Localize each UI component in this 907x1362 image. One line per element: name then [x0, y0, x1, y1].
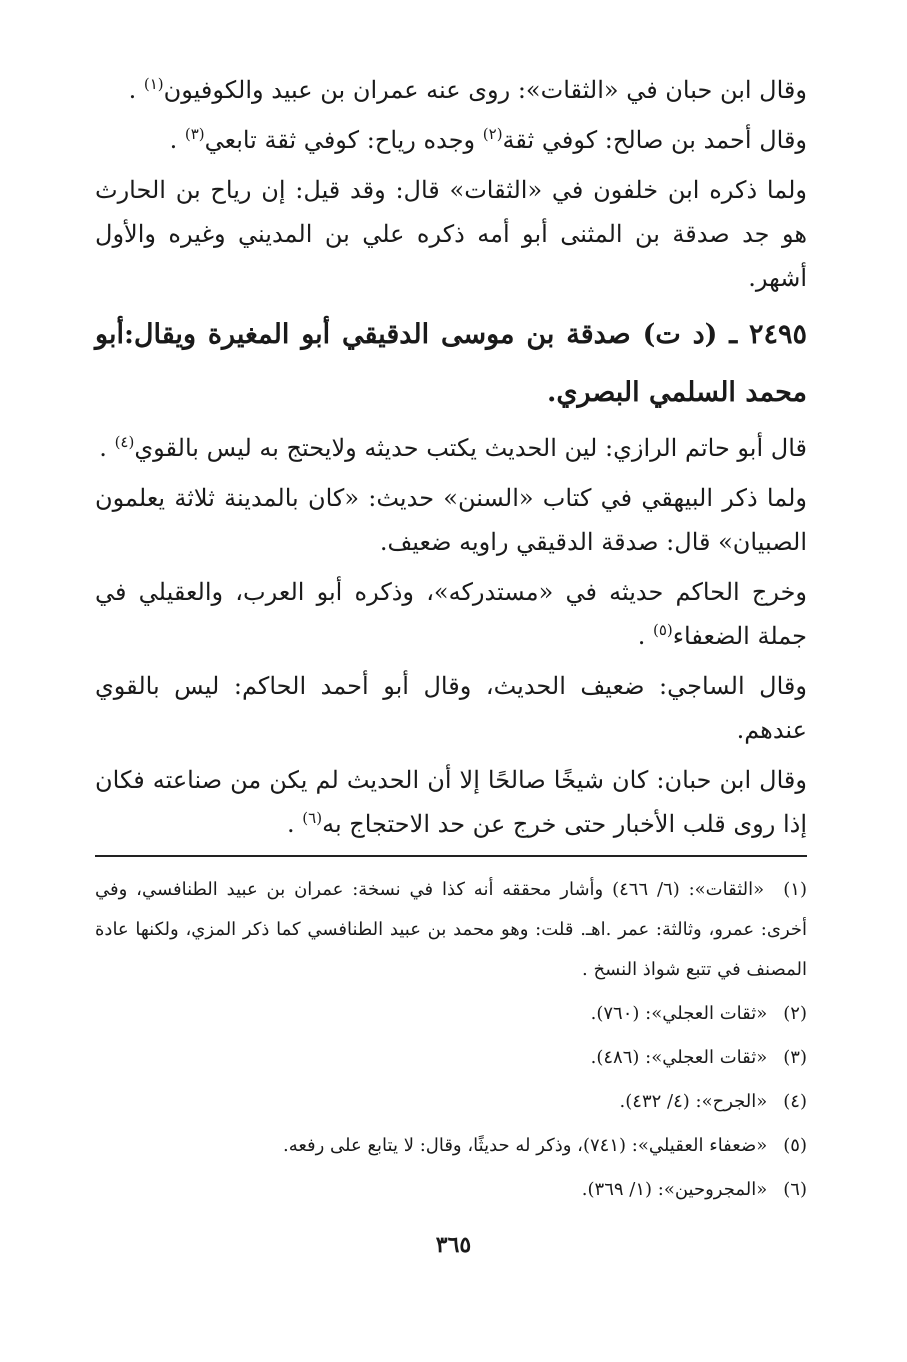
footnote-number: (٣) — [783, 1047, 807, 1068]
footnote-number: (١) — [783, 879, 807, 900]
paragraph — [95, 758, 807, 846]
footnote-text: «الثقات»: (٦/ ٤٦٦) وأشار محققه أنه كذا في نسخة: عمران بن عبيد الطنافسي، وفي أخرى: عمرو، وثالثة: عمر .اهـ. قلت: وهو محمد بن عبيد الطنافسي كما ذكر المزي، ولكنها عادة المصنف في تتبع شواذ النسخ . — [95, 879, 807, 980]
entry-heading: ٢٤٩٥ ـ (د ت) صدقة بن موسى الدقيقي أبو المغيرة ويقال:أبو محمد السلمي البصري. — [95, 319, 807, 408]
footnote — [95, 1170, 807, 1210]
paragraph — [95, 570, 807, 658]
footnote — [95, 994, 807, 1034]
footnote-ref[interactable]: (٤) — [114, 433, 135, 451]
footnote-ref[interactable]: (٢) — [482, 125, 503, 143]
footnote-number: (٦) — [783, 1179, 807, 1200]
paragraph-text: قال أبو حاتم الرازي: لين الحديث يكتب حديثه ولايحتج به ليس بالقوي — [134, 434, 807, 462]
footnote-divider — [95, 855, 807, 857]
paragraph-text: ولما ذكره ابن خلفون في «الثقات» قال: وقد قيل: إن رياح بن الحارث هو جد صدقة بن المثنى أبو أمه ذكره علي بن المديني وغيره والأول أشهر. — [95, 176, 807, 292]
paragraph-tail: . — [169, 126, 185, 154]
footnote — [95, 1082, 807, 1122]
footnote-text: «ثقات العجلي»: (٤٨٦). — [590, 1047, 768, 1068]
footnote-text: «المجروحين»: (١/ ٣٦٩). — [581, 1179, 768, 1200]
paragraph — [95, 426, 807, 470]
paragraph — [95, 118, 807, 162]
footnote-ref[interactable]: (٦) — [302, 809, 323, 827]
paragraph-text: وقال ابن حبان: كان شيخًا صالحًا إلا أن الحديث لم يكن من صناعته فكان إذا روى قلب الأخبار حتى خرج عن حد الاحتجاج به — [95, 766, 807, 838]
paragraph-text: وقال ابن حبان في «الثقات»: روى عنه عمران بن عبيد والكوفيون — [163, 76, 807, 104]
footnote-text: «الجرح»: (٤/ ٤٣٢). — [619, 1091, 768, 1112]
paragraph-tail: . — [128, 76, 144, 104]
paragraph-text: وقال أحمد بن صالح: كوفي ثقة — [502, 126, 807, 154]
paragraph — [95, 68, 807, 112]
paragraph-text: وجده رياح: كوفي ثقة تابعي — [204, 126, 483, 154]
paragraph-tail: . — [99, 434, 115, 462]
footnotes — [95, 870, 807, 1214]
footnote — [95, 870, 807, 990]
footnote — [95, 1126, 807, 1166]
footnote-number: (٤) — [783, 1091, 807, 1112]
paragraph-text: وخرج الحاكم حديثه في «مستدركه»، وذكره أبو العرب، والعقيلي في جملة الضعفاء — [95, 578, 807, 650]
footnote-number: (٢) — [783, 1003, 807, 1024]
footnote-text: «ثقات العجلي»: (٧٦٠). — [590, 1003, 768, 1024]
footnote-ref[interactable]: (٥) — [652, 621, 673, 639]
paragraph-text: وقال الساجي: ضعيف الحديث، وقال أبو أحمد الحاكم: ليس بالقوي عندهم. — [95, 672, 807, 744]
main-text — [95, 68, 807, 852]
paragraph — [95, 168, 807, 300]
paragraph-tail: . — [287, 810, 303, 838]
paragraph — [95, 476, 807, 564]
footnote-ref[interactable]: (١) — [143, 75, 164, 93]
footnote-ref[interactable]: (٣) — [184, 125, 205, 143]
paragraph — [95, 664, 807, 752]
footnote-text: «ضعفاء العقيلي»: (٧٤١)، وذكر له حديثًا، وقال: لا يتابع على رفعه. — [282, 1135, 768, 1156]
page-number: ٣٦٥ — [435, 1232, 472, 1258]
paragraph-text: ولما ذكر البيهقي في كتاب «السنن» حديث: «كان بالمدينة ثلاثة يعلمون الصبيان» قال: صدقة الدقيقي راويه ضعيف. — [95, 484, 807, 556]
paragraph-tail: . — [637, 622, 653, 650]
footnote-number: (٥) — [783, 1135, 807, 1156]
footnote — [95, 1038, 807, 1078]
